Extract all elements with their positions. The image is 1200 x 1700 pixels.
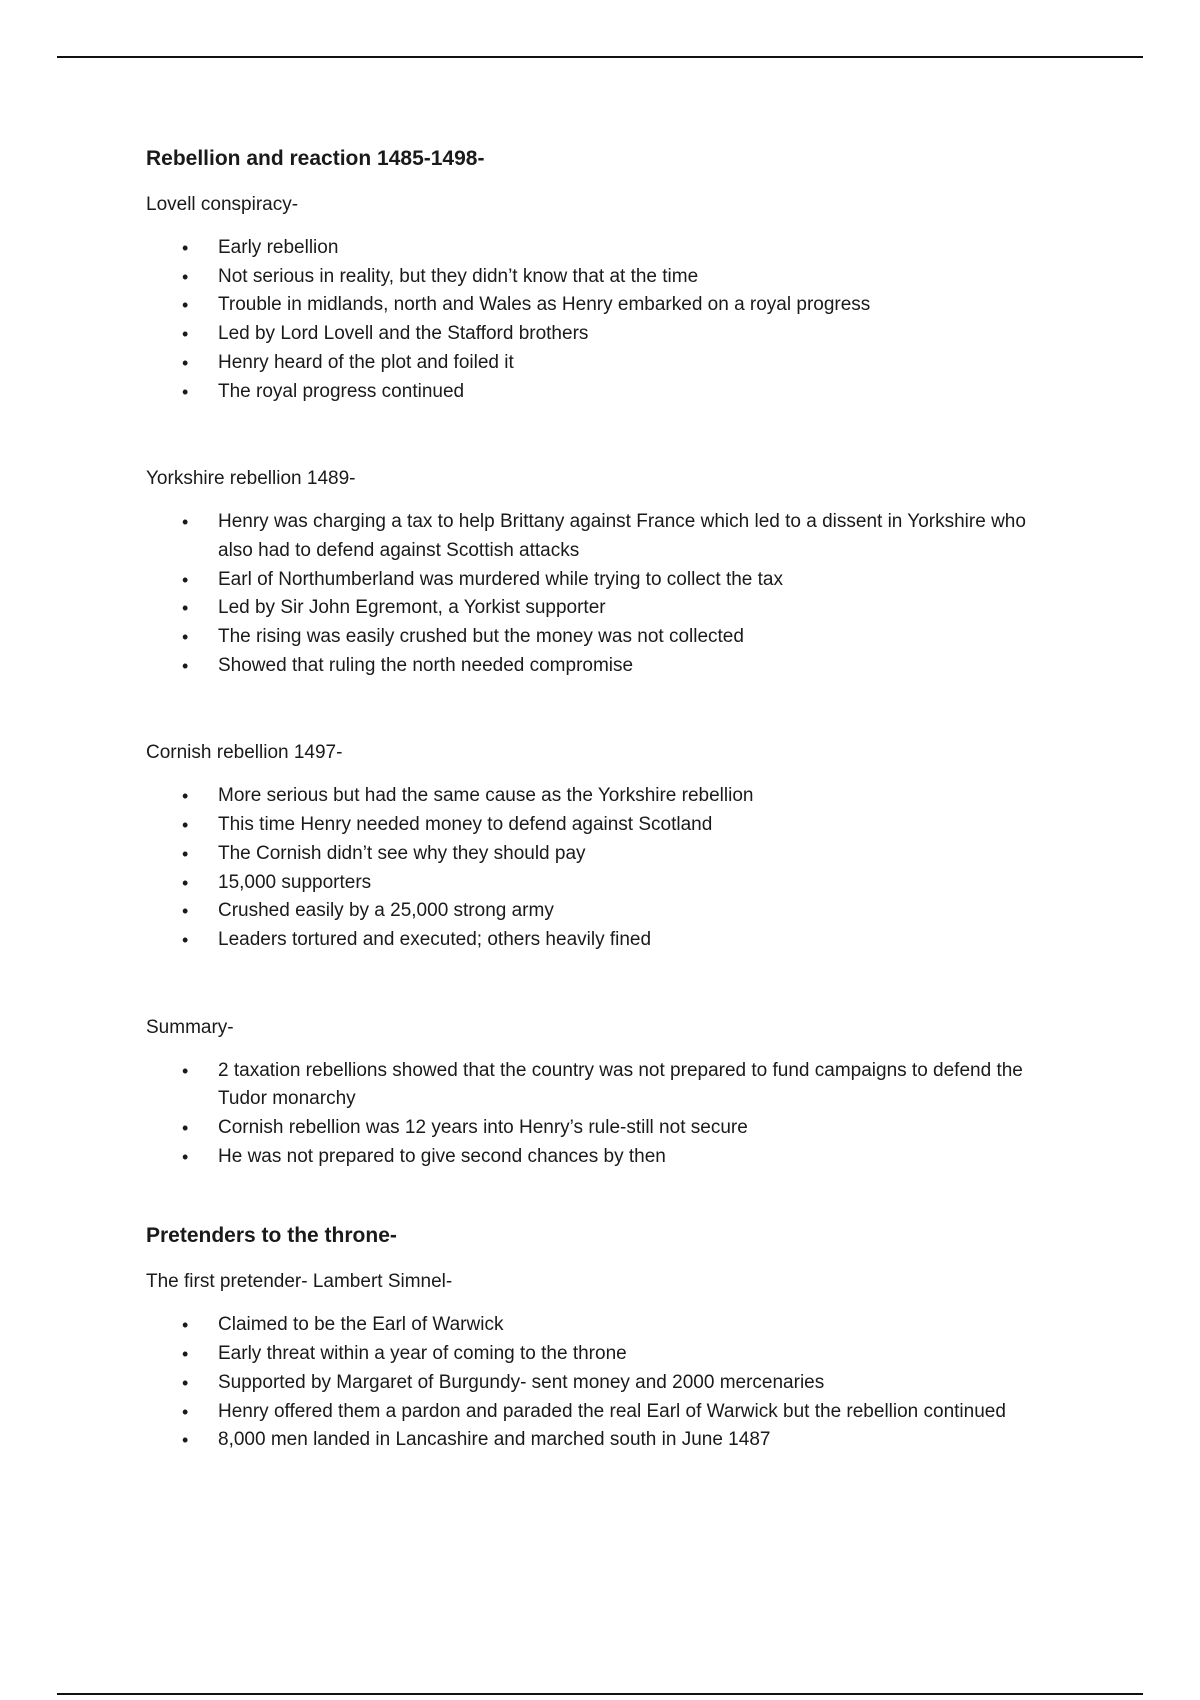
list-item: • Earl of Northumberland was murdered while trying to collect the tax: [218, 566, 1066, 595]
list-item: • The rising was easily crushed but the money was not collected: [218, 623, 1066, 652]
bullet-list: [146, 782, 1066, 954]
list-item: • More serious but had the same cause as the Yorkshire rebellion: [218, 782, 1066, 811]
section-title: Cornish rebellion 1497-: [146, 742, 343, 764]
list-item: • Henry was charging a tax to help Brittany against France which led to a dissent in Yorkshire who also had to defend against Scottish attacks: [218, 508, 1066, 565]
list-item: • Led by Sir John Egremont, a Yorkist supporter: [218, 594, 1066, 623]
list-item: • Cornish rebellion was 12 years into Henry’s rule-still not secure: [218, 1114, 1066, 1143]
section-title: Summary-: [146, 1016, 234, 1038]
list-item: • Supported by Margaret of Burgundy- sent money and 2000 mercenaries: [218, 1369, 1066, 1398]
section-cornish: [146, 738, 1066, 954]
list-item: • The Cornish didn’t see why they should pay: [218, 840, 1066, 869]
list-item: • Leaders tortured and executed; others heavily fined: [218, 926, 1066, 955]
section-lovell: [146, 142, 1066, 406]
bullet-list: [146, 1057, 1066, 1172]
section-yorkshire: [146, 464, 1066, 680]
list-item: • Not serious in reality, but they didn’t know that at the time: [218, 263, 1066, 292]
list-item: • Led by Lord Lovell and the Stafford brothers: [218, 320, 1066, 349]
bullet-list: [146, 508, 1066, 680]
bottom-rule: [57, 1693, 1143, 1695]
section-heading: Pretenders to the throne-: [146, 1224, 397, 1248]
list-item: • Henry heard of the plot and foiled it: [218, 349, 1066, 378]
section-title: Yorkshire rebellion 1489-: [146, 468, 356, 490]
list-item: • This time Henry needed money to defend against Scotland: [218, 811, 1066, 840]
top-rule: [57, 56, 1143, 58]
document-body: [146, 142, 1066, 1513]
list-item: • Claimed to be the Earl of Warwick: [218, 1311, 1066, 1340]
list-item: • 15,000 supporters: [218, 869, 1066, 898]
list-item: • Trouble in midlands, north and Wales as Henry embarked on a royal progress: [218, 291, 1066, 320]
list-item: • Showed that ruling the north needed compromise: [218, 652, 1066, 681]
list-item: • Early rebellion: [218, 234, 1066, 263]
list-item: • 2 taxation rebellions showed that the country was not prepared to fund campaigns to defend the Tudor monarchy: [218, 1057, 1066, 1114]
section-summary: [146, 1013, 1066, 1172]
list-item: • 8,000 men landed in Lancashire and marched south in June 1487: [218, 1426, 1066, 1455]
section-pretenders: [146, 1219, 1066, 1455]
list-item: • Early threat within a year of coming to the throne: [218, 1340, 1066, 1369]
main-heading: Rebellion and reaction 1485-1498-: [146, 147, 485, 170]
list-item: • Henry offered them a pardon and paraded the real Earl of Warwick but the rebellion continued: [218, 1398, 1066, 1427]
list-item: • He was not prepared to give second chances by then: [218, 1143, 1066, 1172]
bullet-list: [146, 234, 1066, 406]
list-item: • Crushed easily by a 25,000 strong army: [218, 897, 1066, 926]
section-title: Lovell conspiracy-: [146, 194, 299, 215]
section-title: The first pretender- Lambert Simnel-: [146, 1271, 453, 1293]
bullet-list: [146, 1311, 1066, 1455]
list-item: • The royal progress continued: [218, 378, 1066, 407]
